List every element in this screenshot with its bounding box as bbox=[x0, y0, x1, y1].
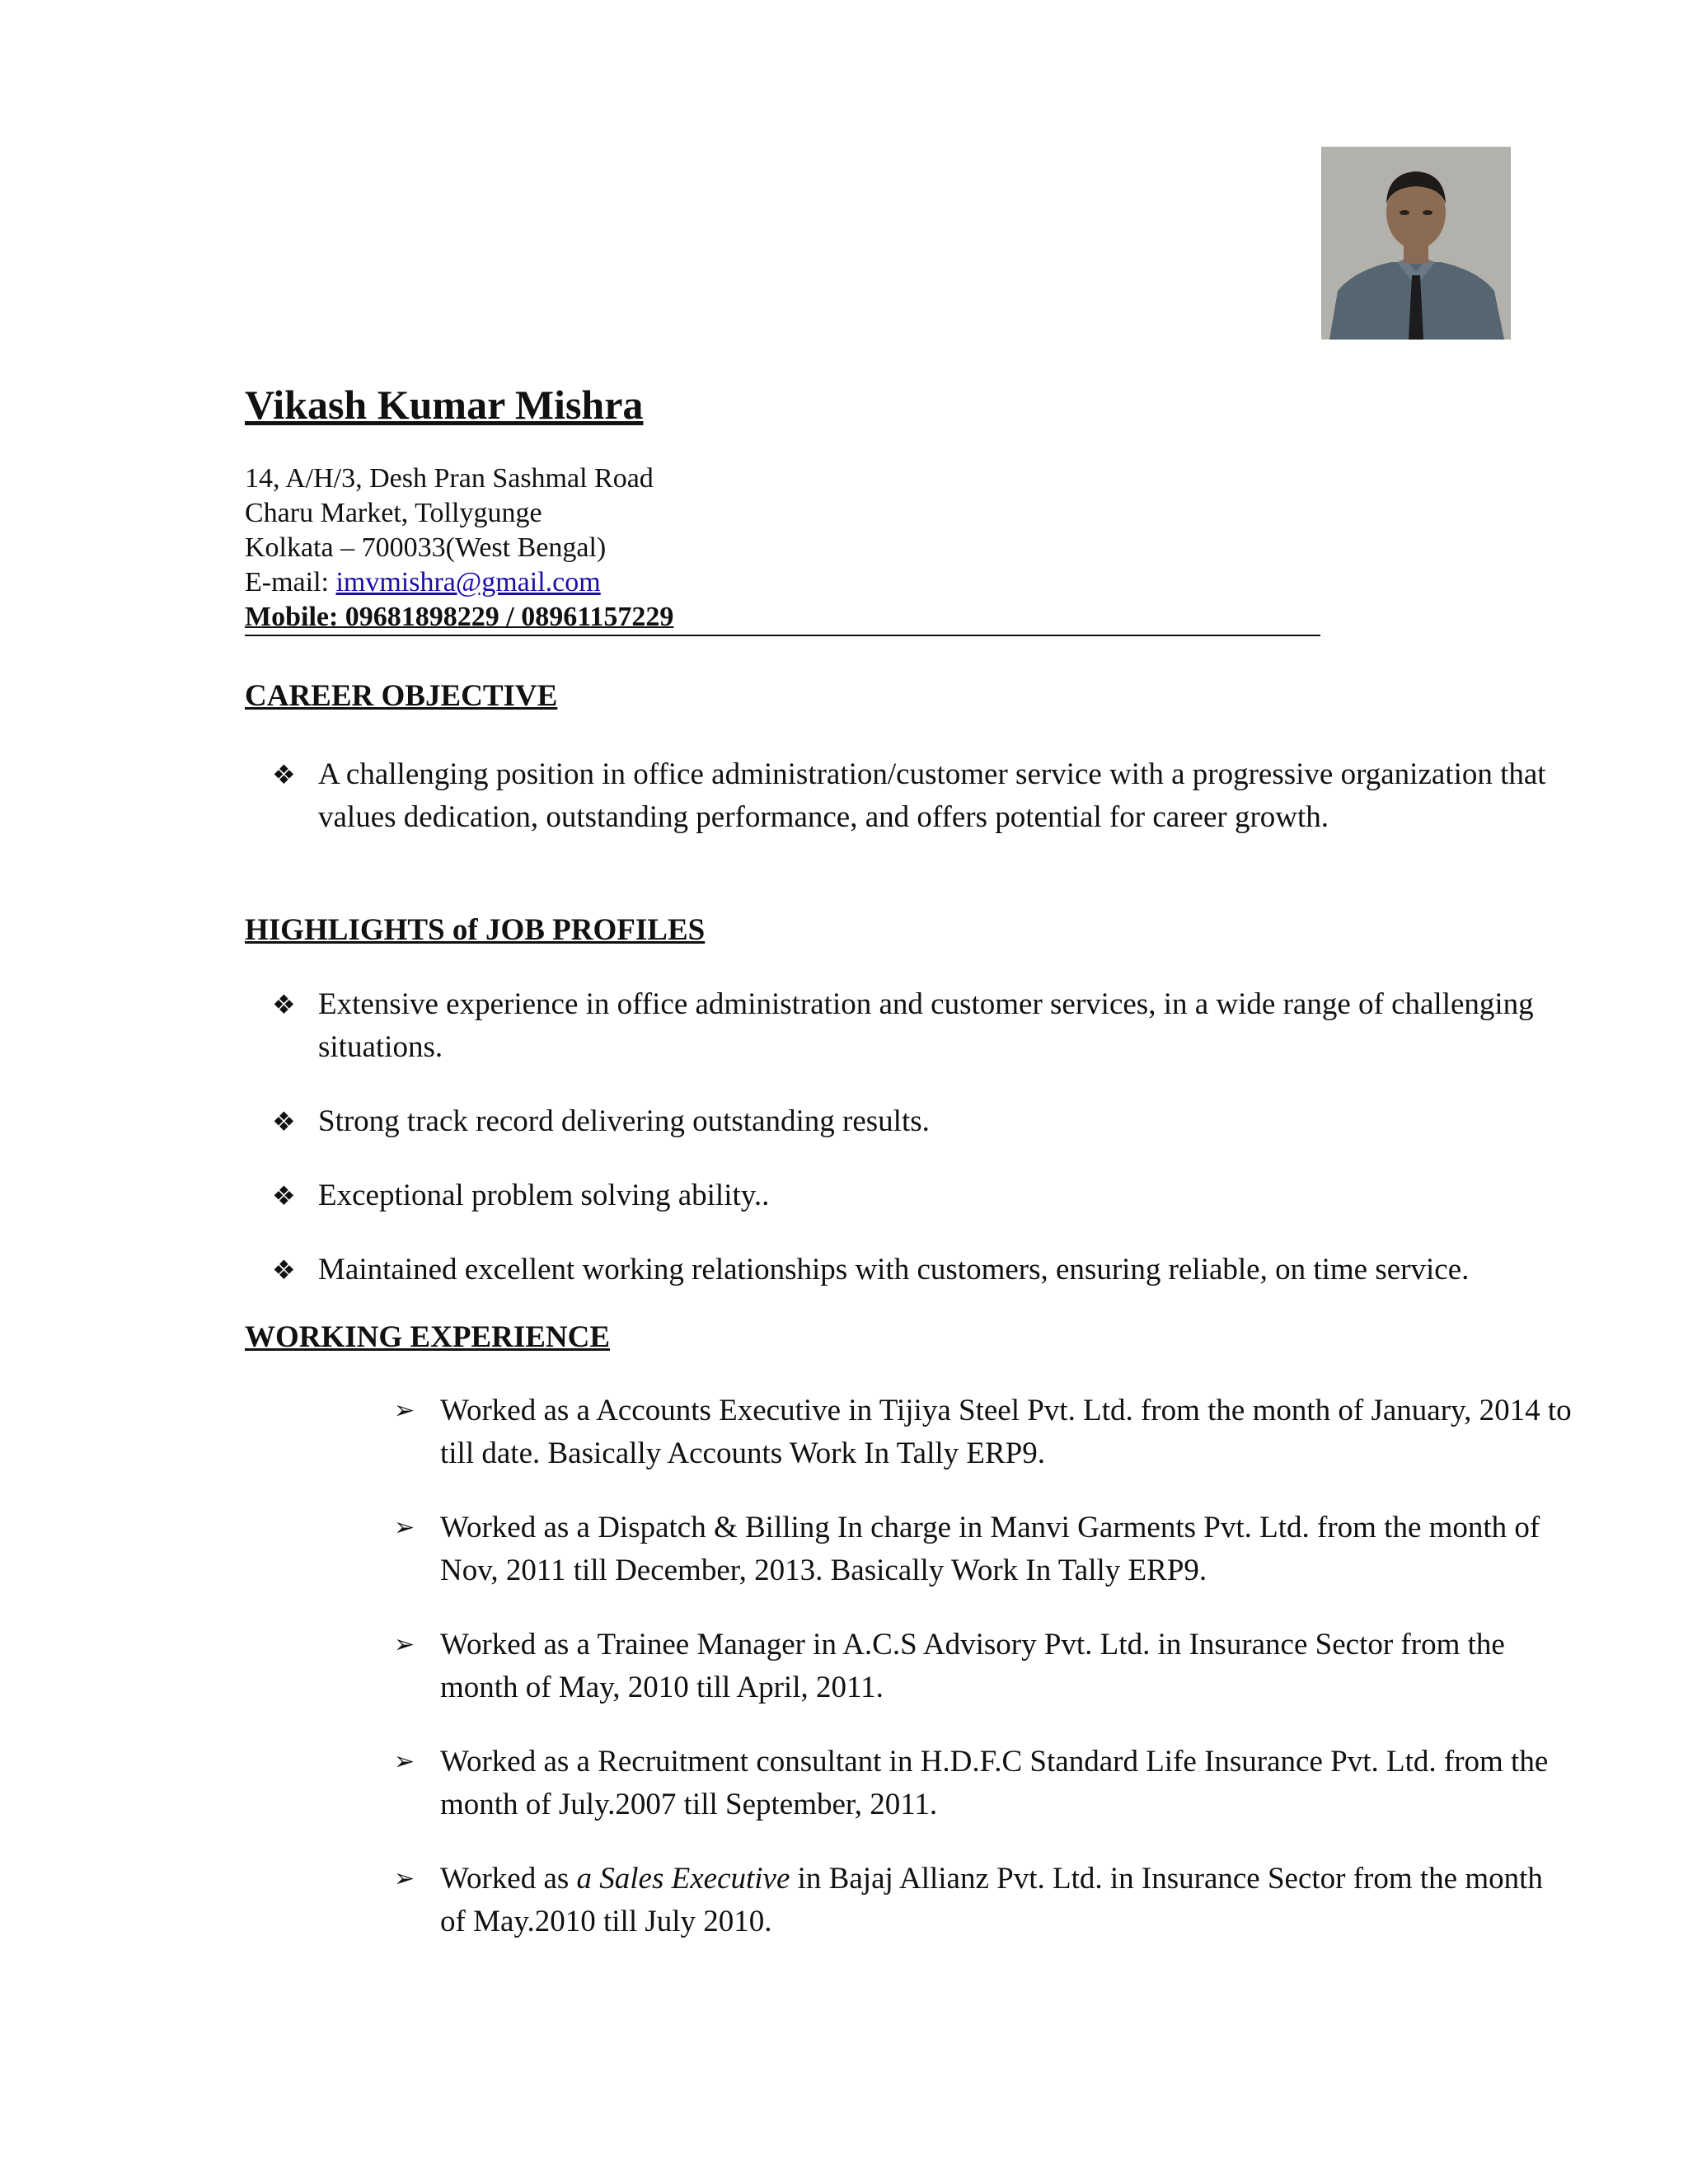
experience-text: Worked as a Accounts Executive in Tijiya Steel Pvt. Ltd. from the month of January, 2014 to till date. Basically Accounts Work In Tally ERP9. bbox=[440, 1394, 1572, 1470]
candidate-name: Vikash Kumar Mishra bbox=[245, 382, 644, 428]
section-title-working-experience: WORKING EXPERIENCE bbox=[245, 1320, 611, 1354]
experience-text: Worked as a Dispatch & Billing In charge in Manvi Garments Pvt. Ltd. from the month of Nov, 2011 till December, 2013. Basically Work In Tally ERP9. bbox=[440, 1511, 1540, 1587]
diamond-bullet-icon: ❖ bbox=[272, 990, 296, 1019]
list-item bbox=[272, 1100, 1558, 1143]
profile-photo bbox=[1321, 147, 1511, 340]
list-item-text: Maintained excellent working relationships with customers, ensuring reliable, on time service. bbox=[318, 1253, 1470, 1286]
experience-item bbox=[394, 1507, 1573, 1592]
contact-block bbox=[245, 462, 1320, 636]
list-item bbox=[272, 983, 1558, 1069]
diamond-bullet-icon: ❖ bbox=[272, 1181, 296, 1211]
experience-item bbox=[394, 1624, 1573, 1709]
email-line bbox=[245, 565, 1320, 600]
arrowhead-bullet-icon: ➢ bbox=[394, 1865, 415, 1892]
experience-item bbox=[394, 1741, 1573, 1826]
address-line-2: Charu Market, Tollygunge bbox=[245, 498, 542, 528]
experience-text: Worked as a Trainee Manager in A.C.S Advisory Pvt. Ltd. in Insurance Sector from the month of May, 2010 till April, 2011. bbox=[440, 1628, 1505, 1704]
arrowhead-bullet-icon: ➢ bbox=[394, 1748, 415, 1775]
list-item bbox=[272, 1249, 1558, 1291]
list-item-text: A challenging position in office administration/customer service with a progressive organization that values dedication, outstanding performance, and offers potential for career growth. bbox=[318, 757, 1546, 834]
arrowhead-bullet-icon: ➢ bbox=[394, 1397, 415, 1424]
arrowhead-bullet-icon: ➢ bbox=[394, 1631, 415, 1658]
experience-text-prefix: Worked as bbox=[440, 1862, 577, 1896]
section-title-career-objective: CAREER OBJECTIVE bbox=[245, 679, 558, 713]
diamond-bullet-icon: ❖ bbox=[272, 1107, 296, 1137]
experience-text bbox=[440, 1858, 1573, 1943]
mobile-line: Mobile: 09681898229 / 08961157229 bbox=[245, 600, 1320, 636]
experience-list bbox=[394, 1390, 1573, 1943]
list-item bbox=[272, 1174, 1558, 1217]
list-item bbox=[272, 753, 1558, 839]
list-item-text: Extensive experience in office administration and customer services, in a wide range of challenging situations. bbox=[318, 987, 1534, 1064]
email-label: E-mail: bbox=[245, 567, 336, 598]
experience-text-suffix: in Bajaj Allianz Pvt. Ltd. in Insurance Sector from the month of May.2010 till July 2010. bbox=[440, 1862, 1543, 1938]
diamond-bullet-icon: ❖ bbox=[272, 1255, 296, 1285]
experience-text-italic: a Sales Executive bbox=[576, 1862, 790, 1896]
address-line-1: 14, A/H/3, Desh Pran Sashmal Road bbox=[245, 463, 654, 494]
diamond-bullet-icon: ❖ bbox=[272, 760, 296, 790]
address-line-3: Kolkata – 700033(West Bengal) bbox=[245, 532, 607, 563]
experience-text: Worked as a Recruitment consultant in H.D.F.C Standard Life Insurance Pvt. Ltd. from the month of July.2007 till September, 2011. bbox=[440, 1745, 1549, 1821]
experience-item bbox=[394, 1390, 1573, 1475]
experience-item bbox=[394, 1858, 1573, 1943]
arrowhead-bullet-icon: ➢ bbox=[394, 1514, 415, 1541]
highlights-list bbox=[272, 983, 1558, 1291]
list-item-text: Exceptional problem solving ability.. bbox=[318, 1179, 770, 1212]
list-item-text: Strong track record delivering outstanding results. bbox=[318, 1104, 930, 1138]
section-title-highlights: HIGHLIGHTS of JOB PROFILES bbox=[245, 913, 706, 947]
career-objective-list bbox=[272, 753, 1558, 839]
email-link[interactable]: imvmishra@gmail.com bbox=[335, 567, 601, 598]
